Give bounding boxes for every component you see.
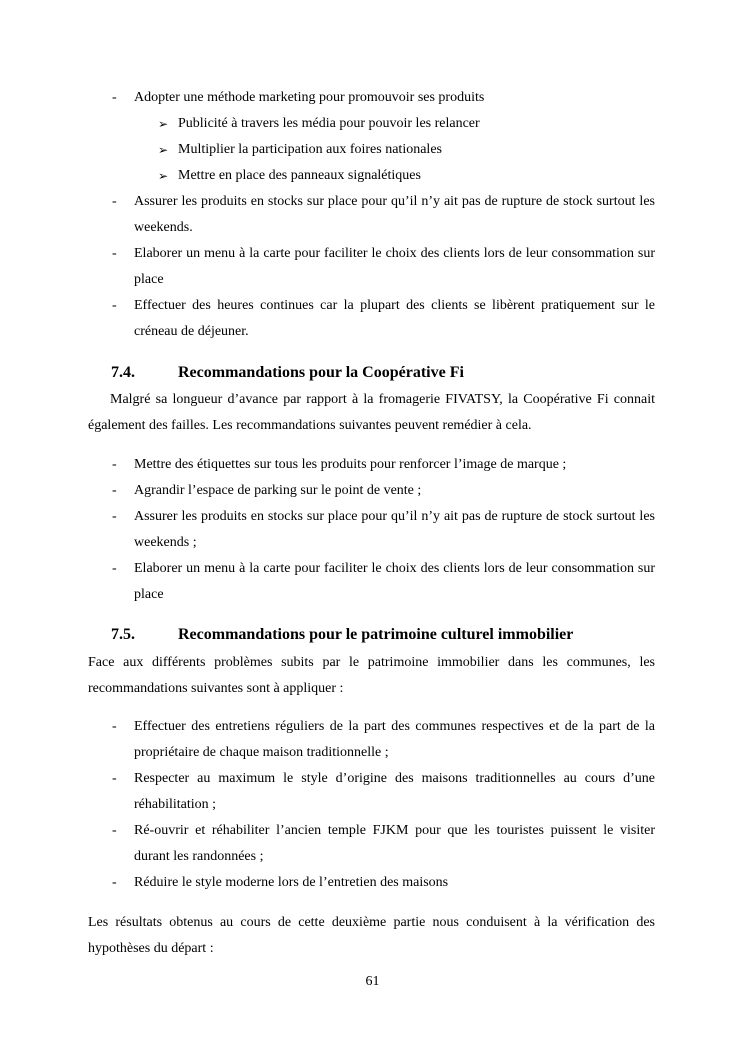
list-dash: - bbox=[112, 771, 117, 786]
section-number: 7.5. bbox=[111, 626, 135, 643]
page-number: 61 bbox=[365, 974, 380, 989]
arrow-bullet-icon: ➢ bbox=[158, 143, 169, 157]
list-item: Elaborer un menu à la carte pour faciliter le choix des clients lors de leur consommation sur place bbox=[134, 246, 655, 287]
list-dash: - bbox=[112, 246, 117, 261]
list-dash: - bbox=[112, 719, 117, 734]
sub-list-item: Multiplier la participation aux foires nationales bbox=[178, 142, 442, 157]
list-dash: - bbox=[112, 90, 117, 105]
list-item: Adopter une méthode marketing pour promouvoir ses produits bbox=[134, 90, 485, 105]
list-dash: - bbox=[112, 457, 117, 472]
arrow-bullet-icon: ➢ bbox=[158, 169, 169, 183]
list-item: Effectuer des entretiens réguliers de la part des communes respectives et de la part de la propriétaire de chaque maison traditionnelle ; bbox=[134, 719, 655, 760]
list-dash: - bbox=[112, 823, 117, 838]
list-item: Respecter au maximum le style d’origine des maisons traditionnelles au cours d’une réhabilitation ; bbox=[134, 771, 655, 812]
list-item: Assurer les produits en stocks sur place pour qu’il n’y ait pas de rupture de stock surtout les weekends ; bbox=[134, 509, 655, 550]
sub-list-item: Publicité à travers les média pour pouvoir les relancer bbox=[178, 116, 480, 131]
list-dash: - bbox=[112, 509, 117, 524]
list-dash: - bbox=[112, 561, 117, 576]
section-intro: Malgré sa longueur d’avance par rapport à la fromagerie FIVATSY, la Coopérative Fi connait également des failles. Les recommandations suivantes peuvent remédier à cela. bbox=[88, 392, 655, 433]
list-item: Ré-ouvrir et réhabiliter l’ancien temple FJKM pour que les touristes puissent le visiter durant les randonnées ; bbox=[134, 823, 655, 864]
list-dash: - bbox=[112, 875, 117, 890]
section-title: Recommandations pour le patrimoine culturel immobilier bbox=[178, 626, 574, 643]
list-item: Assurer les produits en stocks sur place pour qu’il n’y ait pas de rupture de stock surtout les weekends. bbox=[134, 194, 655, 235]
list-item: Réduire le style moderne lors de l’entretien des maisons bbox=[134, 875, 449, 890]
list-item: Elaborer un menu à la carte pour faciliter le choix des clients lors de leur consommation sur place bbox=[134, 561, 655, 602]
list-dash: - bbox=[112, 298, 117, 313]
arrow-bullet-icon: ➢ bbox=[158, 117, 169, 131]
list-dash: - bbox=[112, 483, 117, 498]
list-item: Agrandir l’espace de parking sur le point de vente ; bbox=[134, 483, 422, 498]
conclusion-paragraph: Les résultats obtenus au cours de cette deuxième partie nous conduisent à la vérification des hypothèses du départ : bbox=[88, 915, 655, 956]
section-title: Recommandations pour la Coopérative Fi bbox=[178, 364, 464, 381]
list-item: Mettre des étiquettes sur tous les produits pour renforcer l’image de marque ; bbox=[134, 457, 567, 472]
list-item: Effectuer des heures continues car la plupart des clients se libèrent pratiquement sur le créneau de déjeuner. bbox=[134, 298, 655, 339]
section-number: 7.4. bbox=[111, 364, 135, 381]
list-dash: - bbox=[112, 194, 117, 209]
section-intro: Face aux différents problèmes subits par le patrimoine immobilier dans les communes, les recommandations suivantes sont à appliquer : bbox=[88, 655, 655, 696]
sub-list-item: Mettre en place des panneaux signalétiques bbox=[178, 168, 421, 183]
